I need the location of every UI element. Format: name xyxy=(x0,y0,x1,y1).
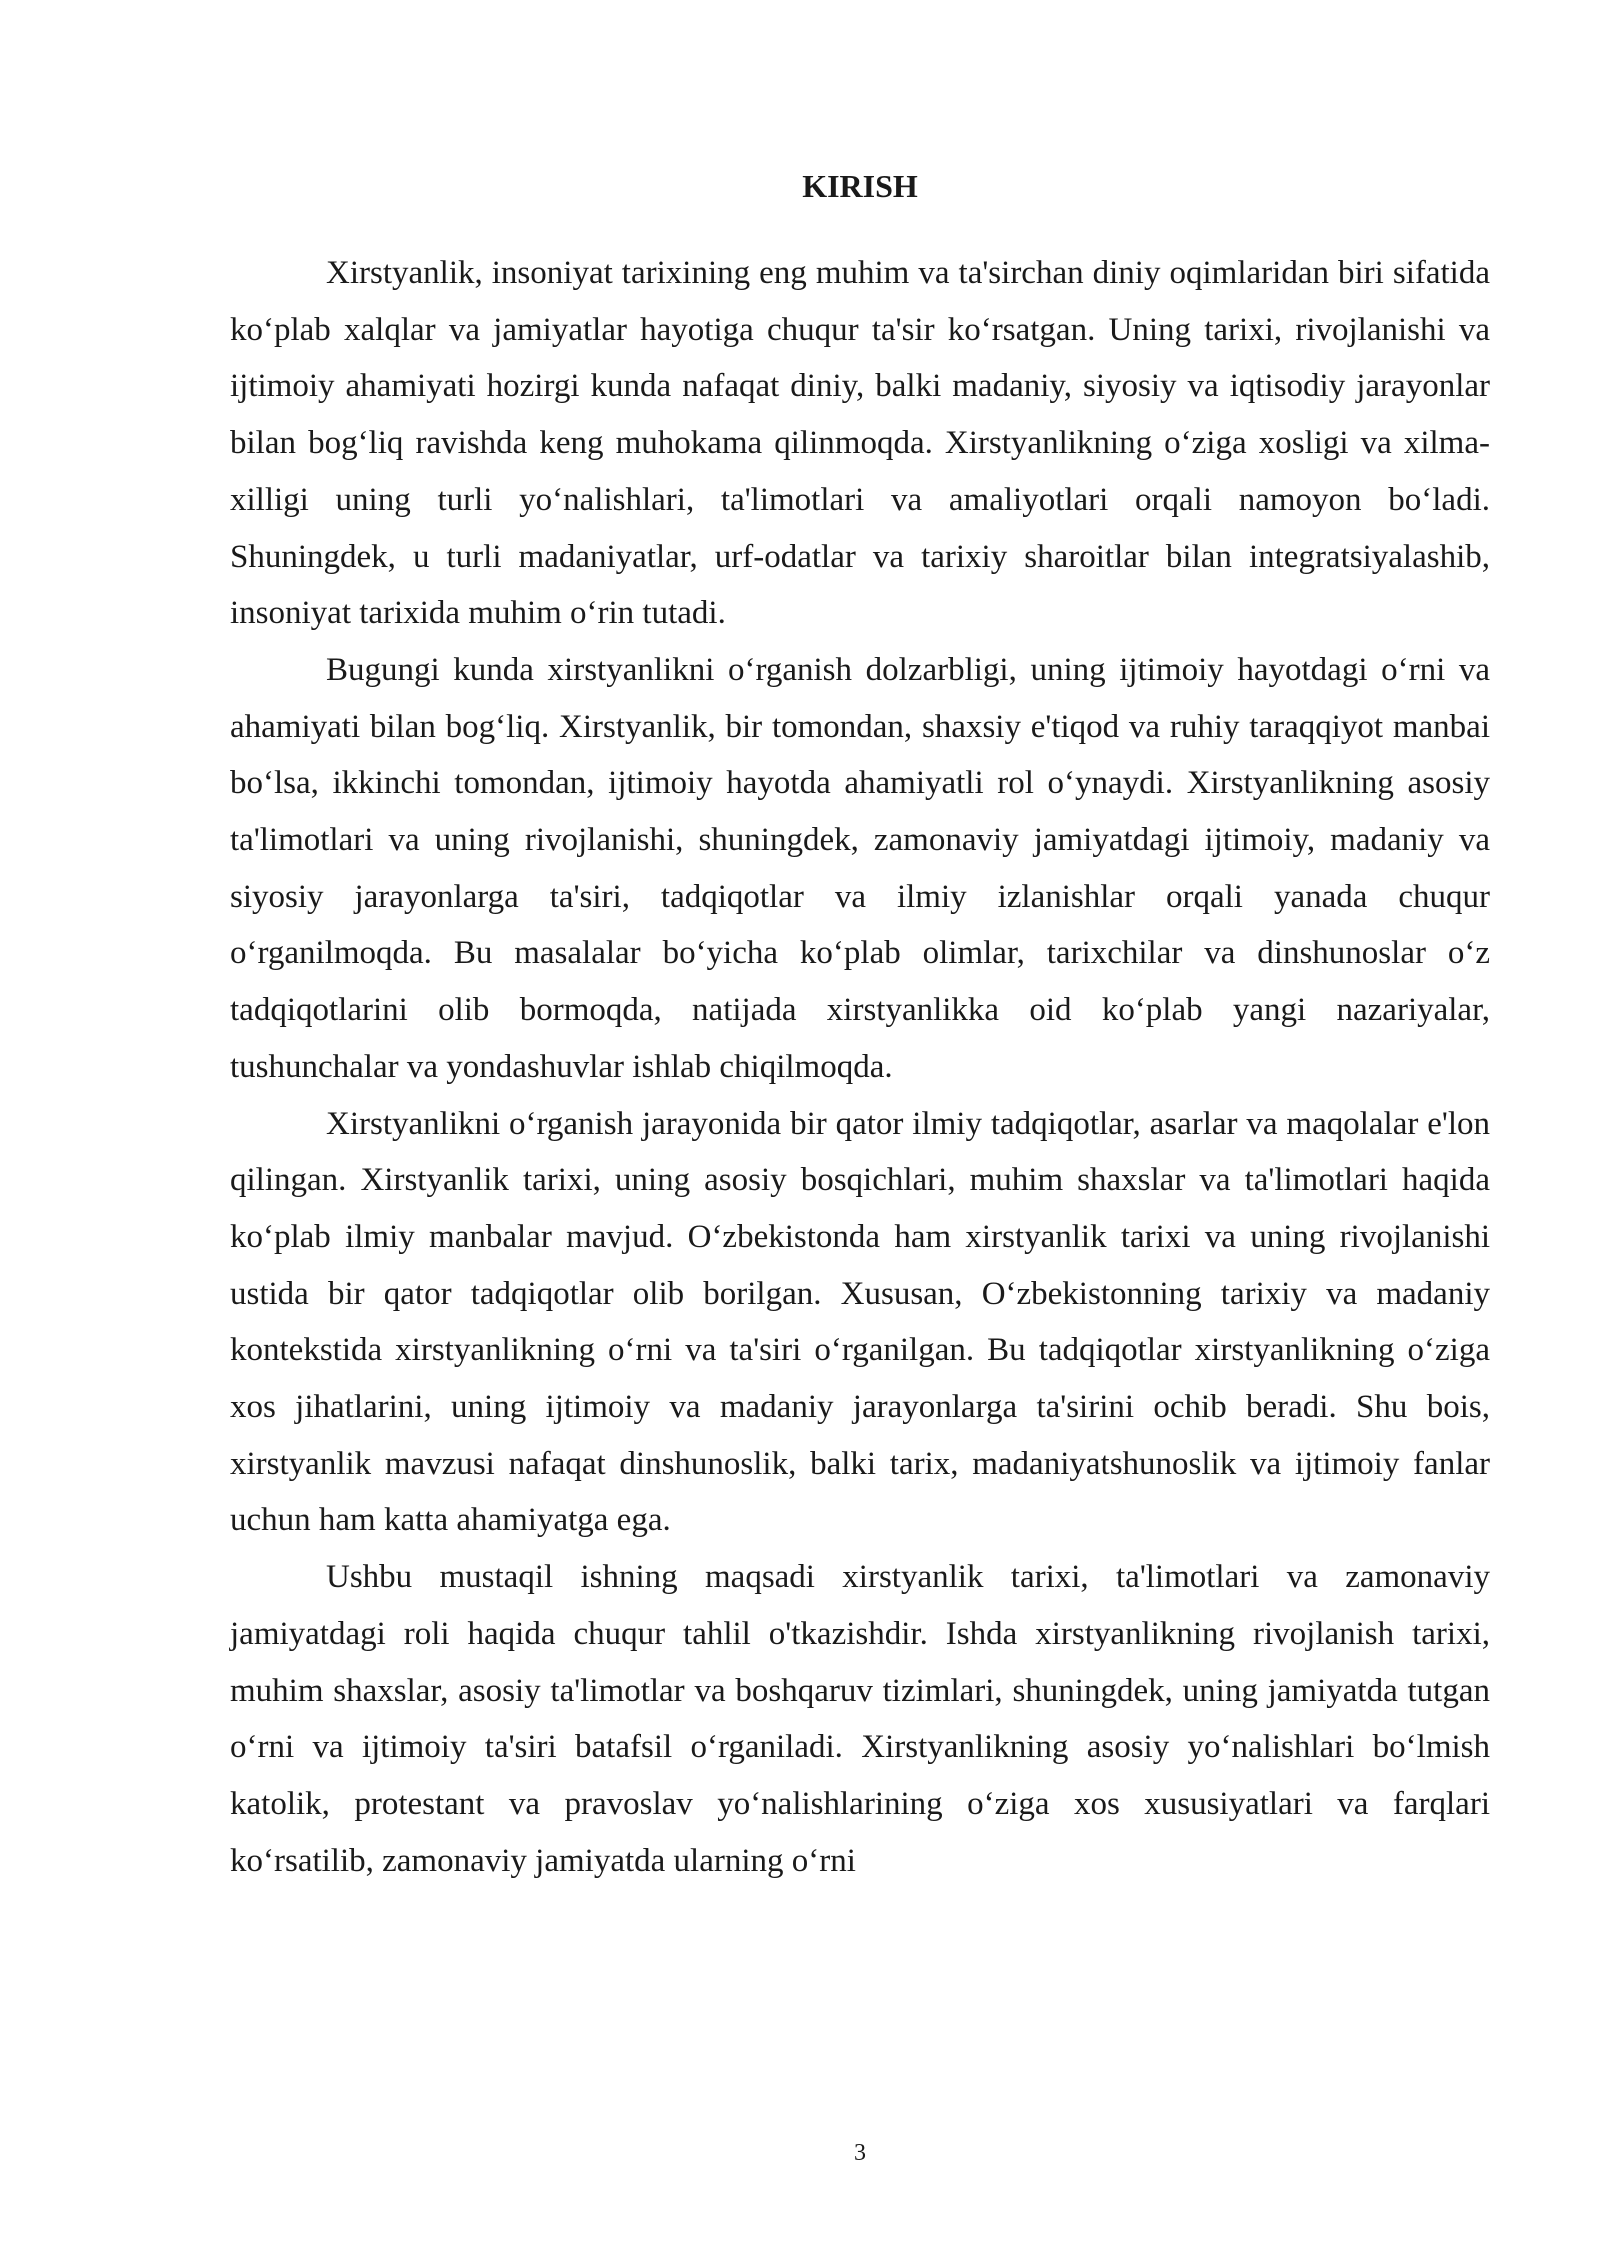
paragraph-1: Xirstyanlik, insoniyat tarixining eng muhim va ta'sirchan diniy oqimlaridan biri sifatida ko‘plab xalqlar va jamiyatlar hayotiga chuqur ta'sir ko‘rsatgan. Uning tarixi, rivojlanishi va ijtimoiy ahamiyati hozirgi kunda nafaqat diniy, balki madaniy, siyosiy va iqtisodiy jarayonlar bilan bog‘liq ravishda keng muhokama qilinmoqda. Xirstyanlikning o‘ziga xosligi va xilma-xilligi uning turli yo‘nalishlari, ta'limotlari va amaliyotlari orqali namoyon bo‘ladi. Shuningdek, u turli madaniyatlar, urf-odatlar va tarixiy sharoitlar bilan integratsiyalashib, insoniyat tarixida muhim o‘rin tutadi. xyxy=(230,255,1490,632)
body-text xyxy=(230,245,1490,1889)
paragraph-2: Bugungi kunda xirstyanlikni o‘rganish dolzarbligi, uning ijtimoiy hayotdagi o‘rni va ahamiyati bilan bog‘liq. Xirstyanlik, bir tomondan, shaxsiy e'tiqod va ruhiy taraqqiyot manbai bo‘lsa, ikkinchi tomondan, ijtimoiy hayotda ahamiyatli rol o‘ynaydi. Xirstyanlikning asosiy ta'limotlari va uning rivojlanishi, shuningdek, zamonaviy jamiyatdagi ijtimoiy, madaniy va siyosiy jarayonlarga ta'siri, tadqiqotlar va ilmiy izlanishlar orqali yanada chuqur o‘rganilmoqda. Bu masalalar bo‘yicha ko‘plab olimlar, tarixchilar va dinshunoslar o‘z tadqiqotlarini olib bormoqda, natijada xirstyanlikka oid ko‘plab yangi nazariyalar, tushunchalar va yondashuvlar ishlab chiqilmoqda. xyxy=(230,651,1490,1085)
page-number: 3 xyxy=(854,2140,866,2166)
paragraph-3: Xirstyanlikni o‘rganish jarayonida bir qator ilmiy tadqiqotlar, asarlar va maqolalar e'lon qilingan. Xirstyanlik tarixi, uning asosiy bosqichlari, muhim shaxslar va ta'limotlari haqida ko‘plab ilmiy manbalar mavjud. O‘zbekistonda ham xirstyanlik tarixi va uning rivojlanishi ustida bir qator tadqiqotlar olib borilgan. Xususan, O‘zbekistonning tarixiy va madaniy kontekstida xirstyanlikning o‘rni va ta'siri o‘rganilgan. Bu tadqiqotlar xirstyanlikning o‘ziga xos jihatlarini, uning ijtimoiy va madaniy jarayonlarga ta'sirini ochib beradi. Shu bois, xirstyanlik mavzusi nafaqat dinshunoslik, balki tarix, madaniyatshunoslik va ijtimoiy fanlar uchun ham katta ahamiyatga ega. xyxy=(230,1105,1490,1539)
paragraph-4: Ushbu mustaqil ishning maqsadi xirstyanlik tarixi, ta'limotlari va zamonaviy jamiyatdagi roli haqida chuqur tahlil o'tkazishdir. Ishda xirstyanlikning rivojlanish tarixi, muhim shaxslar, asosiy ta'limotlar va boshqaruv tizimlari, shuningdek, uning jamiyatda tutgan o‘rni va ijtimoiy ta'siri batafsil o‘rganiladi. Xirstyanlikning asosiy yo‘nalishlari bo‘lmish katolik, protestant va pravoslav yo‘nalishlarining o‘ziga xos xususiyatlari va farqlari ko‘rsatilib, zamonaviy jamiyatda ularning o‘rni xyxy=(230,1559,1490,1879)
page-title: KIRISH xyxy=(802,168,918,204)
